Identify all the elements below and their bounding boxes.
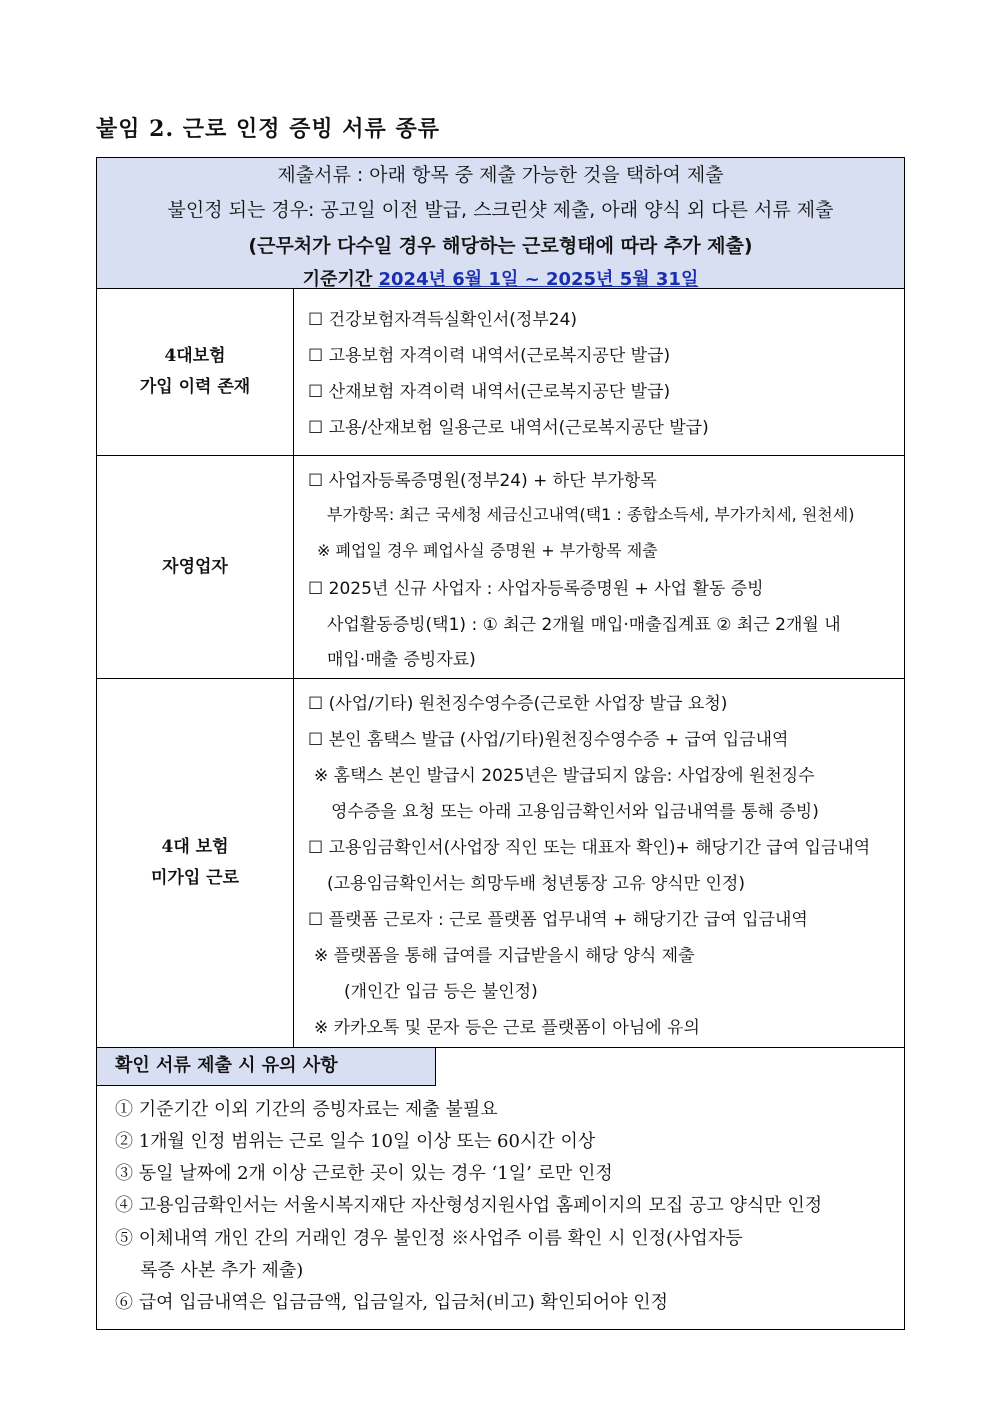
section-label: 4대 보험 미가입 근로 xyxy=(97,679,294,1047)
period-value: 2024년 6월 1일 ~ 2025년 5월 31일 xyxy=(378,269,699,290)
checklist-item: ☐ 본인 홈택스 발급 (사업/기타)원천징수영수증 + 급여 입금내역 xyxy=(308,730,789,750)
sub-item: (고용임금확인서는 희망두배 청년통장 고유 양식만 인정) xyxy=(327,874,745,894)
header-line-3: (근무처가 다수일 경우 해당하는 근로형태에 따라 추가 제출) xyxy=(248,235,753,257)
section-self-employed xyxy=(97,456,904,679)
section-uninsured xyxy=(97,679,904,1048)
submission-header xyxy=(97,158,904,289)
period-label: 기준기간 xyxy=(302,269,379,290)
document-table xyxy=(96,157,905,1330)
checklist-item: ☐ 고용/산재보험 일용근로 내역서(근로복지공단 발급) xyxy=(308,418,709,438)
note-continued: 영수증을 요청 또는 아래 고용임금확인서와 입금내역를 통해 증빙) xyxy=(331,802,819,822)
notice-item: ⑤ 이체내역 개인 간의 거래인 경우 불인정 ※사업주 이름 확인 시 인정(사업자등 xyxy=(115,1228,743,1249)
notice-item: ④ 고용임금확인서는 서울시복지재단 자산형성지원사업 홈페이지의 모집 공고 양식만 인정 xyxy=(115,1195,823,1216)
notice-item-continued: 록증 사본 추가 제출) xyxy=(140,1260,304,1281)
checklist-item: ☐ 산재보험 자격이력 내역서(근로복지공단 발급) xyxy=(308,382,671,402)
section-label: 자영업자 xyxy=(97,456,294,678)
note-item: ※ 홈택스 본인 발급시 2025년은 발급되지 않음: 사업장에 원천징수 xyxy=(314,766,815,786)
notice-title: 확인 서류 제출 시 유의 사항 xyxy=(97,1048,436,1086)
checklist-item: ☐ 2025년 신규 사업자 : 사업자등록증명원 + 사업 활동 증빙 xyxy=(308,579,764,599)
checklist-item: ☐ (사업/기타) 원천징수영수증(근로한 사업장 발급 요청) xyxy=(308,694,728,714)
sub-item: 부가항목: 최근 국세청 세금신고내역(택1 : 종합소득세, 부가가치세, 원천세) xyxy=(327,505,855,524)
page-title: 붙임 2. 근로 인정 증빙 서류 종류 xyxy=(96,116,440,142)
checklist-item: ☐ 플랫폼 근로자 : 근로 플랫폼 업무내역 + 해당기간 급여 입금내역 xyxy=(308,910,808,930)
checklist-item: ☐ 고용보험 자격이력 내역서(근로복지공단 발급) xyxy=(308,346,671,366)
section-insured xyxy=(97,289,904,456)
note-item: ※ 카카오톡 및 문자 등은 근로 플랫폼이 아님에 유의 xyxy=(314,1018,700,1038)
notice-item: ② 1개월 인정 범위는 근로 일수 10일 이상 또는 60시간 이상 xyxy=(115,1131,596,1152)
notice-item: ③ 동일 날짜에 2개 이상 근로한 곳이 있는 경우 ‘1일’ 로만 인정 xyxy=(115,1163,613,1184)
checklist-item: ☐ 고용임금확인서(사업장 직인 또는 대표자 확인)+ 해당기간 급여 입금내역 xyxy=(308,838,871,858)
note-item: ※ 플랫폼을 통해 급여를 지급받을시 해당 양식 제출 xyxy=(314,946,695,966)
note-item: ※ 폐업일 경우 폐업사실 증명원 + 부가항목 제출 xyxy=(317,541,658,560)
period-line xyxy=(97,265,904,291)
note-continued: (개인간 입금 등은 불인정) xyxy=(344,982,538,1002)
notice-item: ① 기준기간 이외 기간의 증빙자료는 제출 불필요 xyxy=(115,1099,498,1120)
checklist-item: ☐ 건강보험자격득실확인서(정부24) xyxy=(308,310,578,330)
notice-item: ⑥ 급여 입금내역은 입금금액, 입금일자, 입금처(비고) 확인되어야 인정 xyxy=(115,1292,669,1313)
sub-item: 사업활동증빙(택1) : ① 최근 2개월 매입·매출집계표 ② 최근 2개월 내 xyxy=(327,615,841,635)
header-line-2: 불인정 되는 경우: 공고일 이전 발급, 스크린샷 제출, 아래 양식 외 다른 서류 제출 xyxy=(167,199,834,221)
section-label: 4대보험 가입 이력 존재 xyxy=(97,289,294,455)
header-line-1: 제출서류 : 아래 항목 중 제출 가능한 것을 택하여 제출 xyxy=(277,164,724,186)
sub-item: 매입·매출 증빙자료) xyxy=(327,650,476,670)
checklist-item: ☐ 사업자등록증명원(정부24) + 하단 부가항목 xyxy=(308,471,657,491)
